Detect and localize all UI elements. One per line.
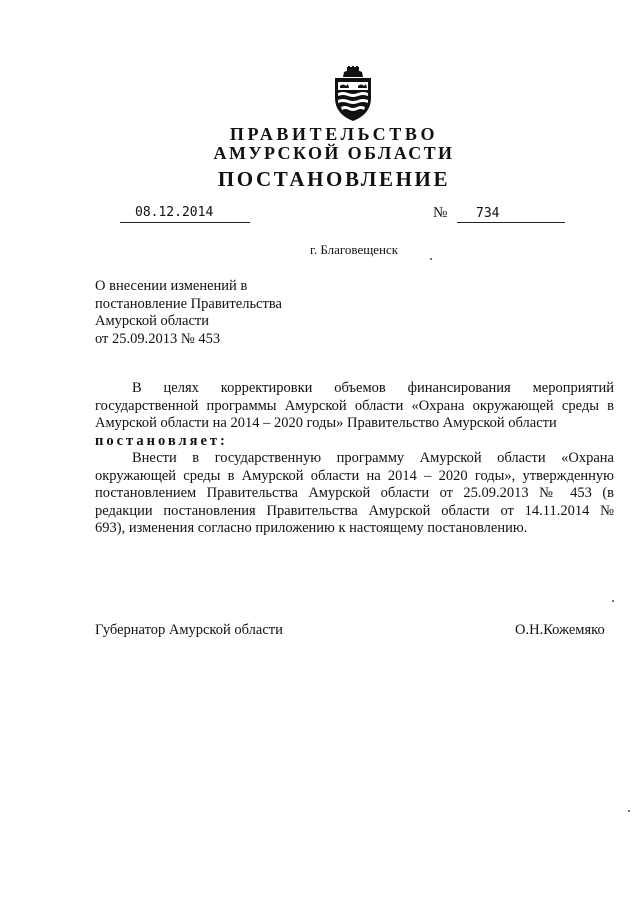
item-line: постановлением Правительства Амурской области от 25.09.2013 № 453 (в [95, 485, 614, 501]
resolve-word: постановляет: [95, 433, 228, 449]
preamble-line: В целях корректировки объемов финансирования мероприятий [132, 380, 614, 396]
scan-speck [612, 600, 614, 602]
document-type: ПОСТАНОВЛЕНИЕ [217, 167, 451, 191]
item-line: окружающей среды в Амурской области на 2014 – 2020 годы», утвержденную [95, 467, 614, 484]
scan-speck [430, 258, 432, 260]
subject-line: О внесении изменений в [95, 278, 248, 294]
document-date: 08.12.2014 [135, 205, 214, 220]
date-underline [120, 222, 250, 223]
item-line: редакции постановления Правительства Амурской области от 14.11.2014 № [95, 502, 614, 519]
preamble-line: Амурской области на 2014 – 2020 годы» Правительство Амурской области [95, 415, 557, 431]
subject-line: Амурской области [95, 313, 209, 329]
subject-block [95, 278, 282, 348]
preamble-line: государственной программы Амурской области «Охрана окружающей среды в [95, 397, 614, 414]
region-title: АМУРСКОЙ ОБЛАСТИ [213, 143, 455, 163]
signatory-name: О.Н.Кожемяко [515, 622, 605, 638]
government-title: ПРАВИТЕЛЬСТВО [229, 124, 439, 144]
city: г. Благовещенск [310, 242, 399, 257]
item-line: Внести в государственную программу Амурской области «Охрана [132, 450, 614, 466]
signatory-position: Губернатор Амурской области [95, 622, 283, 638]
subject-line: постановление Правительства [95, 295, 282, 312]
document-number: 734 [476, 206, 500, 221]
number-underline [457, 222, 565, 223]
coat-of-arms-icon [331, 66, 375, 122]
resolution-item [95, 450, 614, 538]
number-label: № [433, 205, 448, 221]
item-line: 693), изменения согласно приложению к настоящему постановлению. [95, 520, 528, 536]
subject-line: от 25.09.2013 № 453 [95, 330, 221, 347]
preamble [95, 380, 614, 433]
scan-speck [628, 810, 630, 812]
